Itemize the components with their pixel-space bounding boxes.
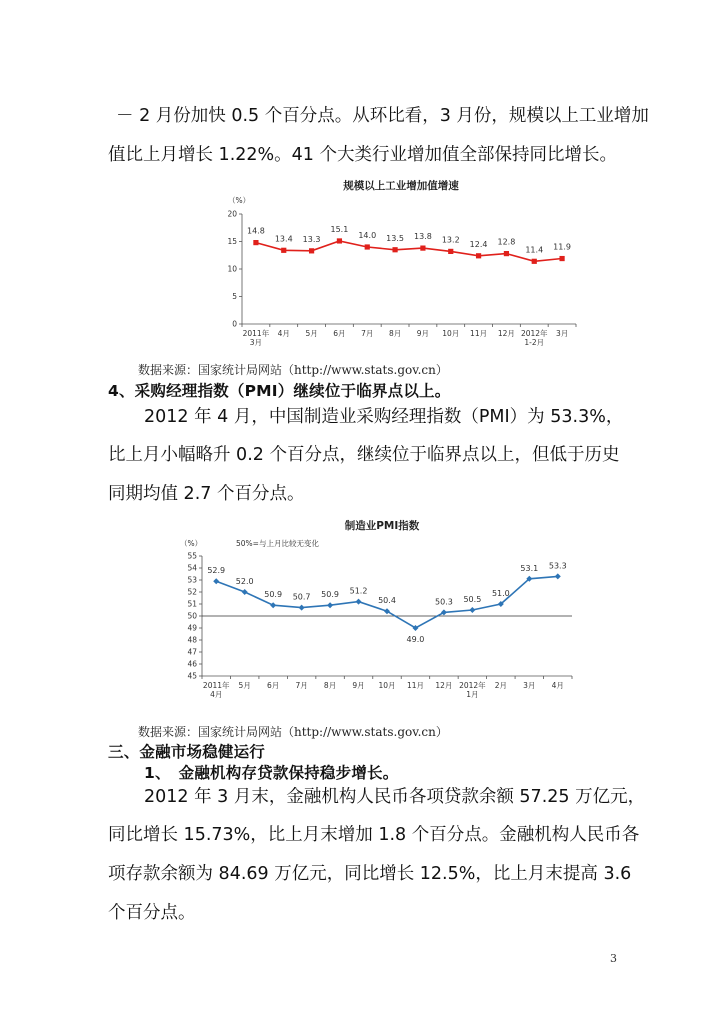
chart-industrial-growth	[206, 176, 586, 352]
chart1-data-point	[448, 249, 453, 254]
chart1-x-tick-label: 2012年	[520, 329, 548, 338]
chart2-x-tick-label: 12月	[435, 681, 453, 690]
chart2-unit-label: （%）	[180, 539, 203, 548]
page-number: 3	[610, 952, 617, 965]
section-heading-financial-market: 三、金融市场稳健运行	[108, 743, 266, 761]
chart1-data-label: 13.8	[414, 232, 432, 242]
chart1-data-point	[365, 244, 370, 249]
chart1-y-tick-label: 0	[232, 319, 237, 329]
chart1-data-label: 11.9	[553, 242, 571, 252]
chart1-x-tick-label: 7月	[361, 329, 374, 338]
chart1-data-point	[281, 248, 286, 253]
chart2-y-tick-label: 55	[187, 551, 197, 561]
chart1-x-tick-label: 5月	[305, 329, 318, 338]
chart1-x-tick-label-sub: 1-2月	[524, 338, 545, 347]
chart2-data-label: 50.3	[435, 597, 453, 607]
chart2-data-label: 52.9	[207, 566, 226, 576]
chart1-x-tick-label: 9月	[416, 329, 430, 338]
chart1-data-point	[309, 248, 314, 253]
chart1-data-point	[559, 256, 564, 261]
chart-pmi	[172, 516, 582, 710]
chart1-data-point	[420, 246, 425, 251]
chart2-y-tick-label: 53	[187, 575, 197, 585]
chart1-y-tick-label: 15	[227, 237, 237, 246]
chart2-data-point	[213, 578, 219, 584]
chart2-x-tick-label: 4月	[551, 681, 564, 690]
paragraph-2-line-2: 比上月小幅略升 0.2 个百分点，继续位于临界点以上，但低于历史	[108, 445, 620, 465]
chart2-data-label: 49.0	[406, 635, 425, 644]
chart1-x-tick-label: 11月	[470, 329, 488, 338]
chart1-data-label: 12.8	[497, 237, 516, 247]
chart1-data-label: 14.8	[247, 226, 265, 236]
chart2-x-tick-label: 2月	[494, 681, 507, 690]
chart1-series-line	[256, 241, 562, 261]
chart2-data-label: 51.2	[349, 586, 368, 596]
chart2-data-label: 50.9	[264, 590, 283, 600]
paragraph-3-line-3: 项存款余额为 84.69 万亿元，同比增长 12.5%，比上月末提高 3.6	[108, 864, 632, 884]
chart-pmi-svg	[172, 516, 582, 710]
chart2-data-label: 50.5	[463, 595, 482, 604]
paragraph-2-line-3: 同期均值 2.7 个百分点。	[108, 484, 305, 504]
chart1-data-point	[337, 238, 342, 243]
paragraph-3-line-2: 同比增长 15.73%，比上月末增加 1.8 个百分点。金融机构人民币各	[108, 825, 640, 845]
chart1-x-tick-label-sub: 3月	[249, 338, 263, 347]
chart2-y-tick-label: 46	[187, 659, 197, 669]
chart2-y-tick-label: 49	[187, 623, 197, 633]
chart2-x-tick-label: 2011年	[202, 681, 230, 690]
source-note-1: 数据来源：国家统计局网站（http://www.stats.gov.cn）	[138, 363, 448, 377]
chart2-y-tick-label: 52	[187, 587, 197, 597]
chart1-x-tick-label: 12月	[497, 329, 515, 338]
chart2-title: 制造业PMI指数	[344, 520, 420, 532]
chart2-y-tick-label: 47	[187, 647, 197, 657]
chart2-x-tick-label: 3月	[523, 681, 536, 690]
chart2-y-tick-label: 51	[187, 599, 197, 609]
chart1-data-point	[532, 259, 537, 264]
chart1-data-point	[504, 251, 509, 256]
paragraph-3-line-1: 2012 年 3 月末，金融机构人民币各项贷款余额 57.25 万亿元，	[144, 787, 646, 807]
chart1-data-label: 13.2	[441, 235, 460, 245]
chart2-data-point	[242, 589, 248, 595]
chart2-x-tick-label-sub: 1月	[466, 690, 479, 699]
chart1-y-tick-label: 5	[232, 292, 237, 301]
chart1-x-tick-label: 6月	[333, 329, 346, 338]
paragraph-1-line-1: － 2 月份加快 0.5 个百分点。从环比看，3 月份，规模以上工业增加	[116, 106, 649, 126]
chart2-x-tick-label: 2012年	[459, 681, 486, 690]
chart2-x-tick-label: 6月	[267, 681, 280, 690]
chart2-data-label: 50.4	[378, 596, 396, 606]
chart2-x-tick-label: 5月	[238, 681, 251, 690]
chart1-y-tick-label: 20	[227, 209, 237, 219]
chart2-data-point	[299, 605, 305, 611]
chart1-data-label: 14.0	[358, 231, 377, 240]
chart2-y-tick-label: 50	[187, 611, 197, 621]
chart1-data-label: 15.1	[330, 224, 349, 234]
chart2-x-tick-label: 9月	[352, 681, 365, 690]
chart1-data-point	[476, 253, 481, 258]
chart2-x-tick-label-sub: 4月	[210, 690, 223, 699]
chart2-data-label: 53.1	[520, 563, 539, 573]
chart1-unit-label: （%）	[228, 196, 251, 205]
chart1-x-tick-label: 3月	[555, 329, 569, 338]
chart1-data-label: 12.4	[469, 239, 488, 249]
paragraph-2-line-1: 2012 年 4 月，中国制造业采购经理指数（PMI）为 53.3%，	[144, 407, 624, 427]
chart1-data-point	[392, 247, 397, 252]
chart2-data-label: 53.3	[548, 561, 567, 571]
chart2-data-point	[356, 599, 362, 605]
subsection-heading-deposits-loans: 1、 金融机构存贷款保持稳步增长。	[144, 764, 399, 782]
chart1-data-point	[253, 240, 258, 245]
chart2-legend-note: 50%=与上月比较无变化	[236, 539, 319, 548]
chart2-data-label: 51.0	[491, 589, 510, 598]
chart1-data-label: 13.3	[302, 234, 321, 244]
source-note-2: 数据来源：国家统计局网站（http://www.stats.gov.cn）	[138, 725, 448, 739]
section-heading-pmi: 4、采购经理指数（PMI）继续位于临界点以上。	[108, 382, 451, 400]
chart1-data-label: 13.5	[386, 233, 404, 243]
chart1-y-tick-label: 10	[227, 264, 237, 274]
chart2-data-point	[327, 602, 333, 608]
chart2-data-point	[555, 573, 561, 579]
chart2-data-label: 50.7	[292, 592, 311, 602]
chart2-x-tick-label: 8月	[323, 681, 337, 690]
chart2-y-tick-label: 45	[187, 671, 197, 681]
chart1-x-tick-label: 8月	[388, 329, 402, 338]
chart-industrial-growth-svg	[206, 176, 586, 352]
chart2-data-point	[469, 607, 475, 613]
chart1-x-tick-label: 10月	[442, 329, 460, 338]
chart2-data-point	[270, 602, 276, 608]
chart2-x-tick-label: 10月	[378, 681, 396, 690]
chart2-data-label: 50.9	[321, 590, 339, 600]
chart2-x-tick-label: 11月	[406, 681, 424, 690]
chart2-data-point	[441, 609, 447, 615]
chart1-data-label: 13.4	[274, 234, 293, 244]
chart1-x-tick-label: 2011年	[242, 329, 270, 338]
chart2-y-tick-label: 48	[187, 635, 197, 645]
chart2-data-label: 52.0	[235, 577, 254, 586]
chart1-x-tick-label: 4月	[277, 329, 290, 338]
chart1-data-label: 11.4	[525, 245, 544, 255]
chart1-title: 规模以上工业增加值增速	[343, 180, 459, 192]
paragraph-3-line-4: 个百分点。	[108, 903, 196, 923]
chart2-y-tick-label: 54	[187, 563, 197, 573]
chart2-x-tick-label: 7月	[295, 681, 308, 690]
paragraph-1-line-2: 值比上月增长 1.22%。41 个大类行业增加值全部保持同比增长。	[108, 145, 617, 165]
